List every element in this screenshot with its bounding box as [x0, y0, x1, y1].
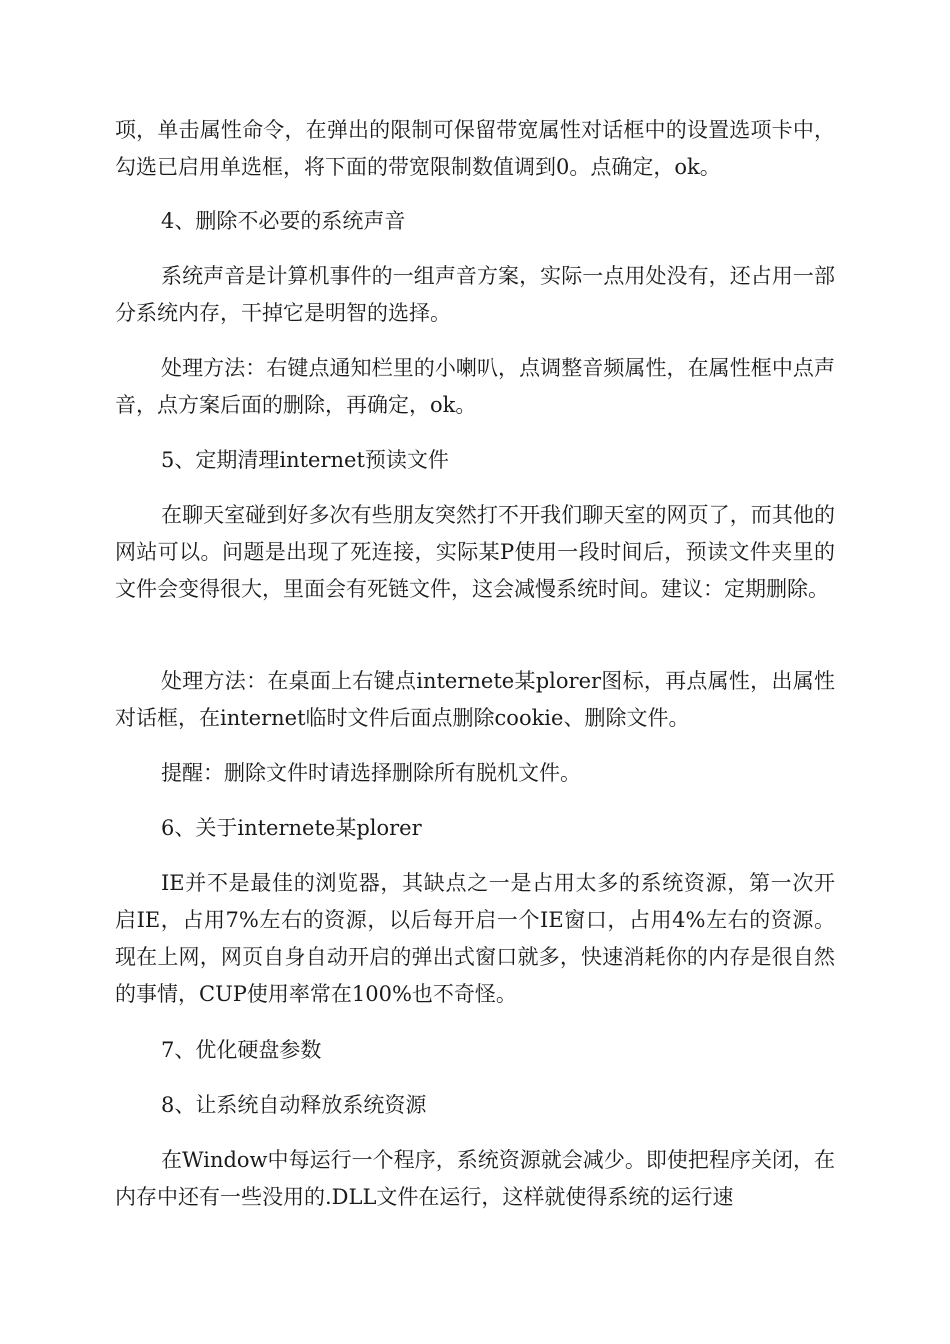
paragraph-release-resources: 在Window中每运行一个程序，系统资源就会减少。即使把程序关闭，在内存中还有一些没用的.DLL文件在运行，这样就使得系统的运行速: [115, 1148, 835, 1209]
section-heading-7: 7、优化硬盘参数: [161, 1038, 322, 1062]
paragraph-chatroom: 在聊天室碰到好多次有些朋友突然打不开我们聊天室的网页了，而其他的网站可以。问题是出现了死连接，实际某P使用一段时间后，预读文件夹里的文件会变得很大，里面会有死链文件，这会减慢系统时间。建议：定期删除。: [115, 503, 835, 601]
section-heading-6: 6、关于internete某plorer: [161, 816, 422, 840]
section-heading-5: 5、定期清理internet预读文件: [161, 448, 449, 472]
section-heading-4: 4、删除不必要的系统声音: [161, 209, 406, 233]
paragraph-ie-resources: IE并不是最佳的浏览器，其缺点之一是占用太多的系统资源，第一次开启IE，占用7%左右的资源，以后每开启一个IE窗口，占用4%左右的资源。现在上网，网页自身自动开启的弹出式窗口就多，快速消耗你的内存是很自然的事情，CUP使用率常在100%也不奇怪。: [115, 871, 835, 1006]
paragraph-reminder: 提醒：删除文件时请选择删除所有脱机文件。: [161, 761, 581, 785]
paragraph-sound-method: 处理方法：右键点通知栏里的小喇叭，点调整音频属性，在属性框中点声音，点方案后面的删除，再确定，ok。: [115, 356, 835, 417]
paragraph-continuation: 项，单击属性命令，在弹出的限制可保留带宽属性对话框中的设置选项卡中，勾选已启用单选框，将下面的带宽限制数值调到0。点确定，ok。: [115, 118, 835, 179]
paragraph-ie-method: 处理方法：在桌面上右键点internete某plorer图标，再点属性，出属性对话框，在internet临时文件后面点删除cookie、删除文件。: [115, 669, 835, 730]
paragraph-system-sound: 系统声音是计算机事件的一组声音方案，实际一点用处没有，还占用一部分系统内存，干掉它是明智的选择。: [115, 264, 835, 325]
section-heading-8: 8、让系统自动释放系统资源: [161, 1093, 427, 1117]
